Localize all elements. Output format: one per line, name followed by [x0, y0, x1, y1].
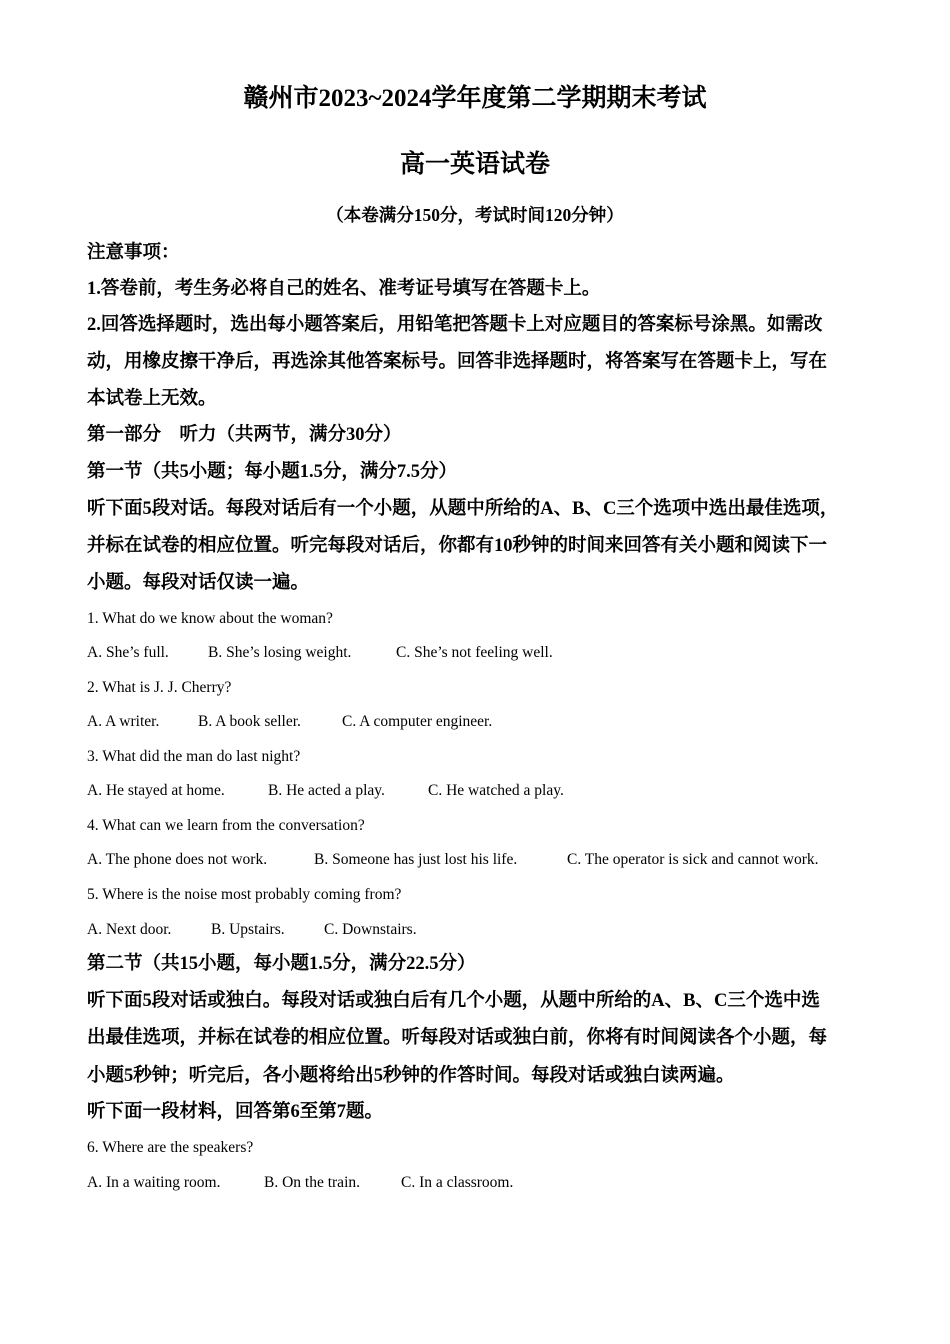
option-a: A. The phone does not work. [87, 851, 268, 868]
question-1: 1. What do we know about the woman? [87, 610, 333, 627]
section1-instruction-line-3: 小题。每段对话仅读一遍。 [87, 573, 310, 593]
option-c: C. The operator is sick and cannot work. [567, 851, 819, 868]
option-b: B. A book seller. [198, 713, 301, 730]
option-a: A. Next door. [87, 921, 172, 938]
section1-heading: 第一节（共5小题；每小题1.5分，满分7.5分） [87, 462, 458, 482]
section1-instruction-line-2: 并标在试卷的相应位置。听完每段对话后，你都有10秒钟的时间来回答有关小题和阅读下一 [87, 536, 828, 556]
option-c: C. He watched a play. [428, 782, 564, 799]
option-a: A. In a waiting room. [87, 1174, 221, 1191]
question-3: 3. What did the man do last night? [87, 748, 301, 765]
option-b: B. She’s losing weight. [208, 644, 352, 661]
exam-info: （本卷满分150分，考试时间120分钟） [326, 205, 624, 225]
section2-instruction-line-1: 听下面5段对话或独白。每段对话或独白后有几个小题，从题中所给的A、B、C三个选中选 [87, 991, 820, 1011]
notice-item-2-line-2: 动，用橡皮擦干净后，再选涂其他答案标号。回答非选择题时，将答案写在答题卡上，写在 [87, 352, 828, 372]
option-b: B. Upstairs. [211, 921, 285, 938]
option-c: C. A computer engineer. [342, 713, 493, 730]
section2-heading: 第二节（共15小题，每小题1.5分，满分22.5分） [87, 954, 476, 974]
notice-heading: 注意事项： [87, 243, 180, 263]
notice-item-2-line-1: 2.回答选择题时，选出每小题答案后，用铅笔把答题卡上对应题目的答案标号涂黑。如需改 [87, 315, 823, 335]
question-2: 2. What is J. J. Cherry? [87, 679, 232, 696]
option-b: B. On the train. [264, 1174, 360, 1191]
section1-instruction-line-1: 听下面5段对话。每段对话后有一个小题，从题中所给的A、B、C三个选项中选出最佳选项， [87, 499, 839, 519]
question-5: 5. Where is the noise most probably coming from? [87, 886, 402, 903]
question-4: 4. What can we learn from the conversation? [87, 817, 365, 834]
option-a: A. He stayed at home. [87, 782, 225, 799]
option-a: A. A writer. [87, 713, 160, 730]
option-c: C. She’s not feeling well. [396, 644, 553, 661]
option-c: C. Downstairs. [324, 921, 417, 938]
part1-heading: 第一部分 听力（共两节，满分30分） [87, 425, 402, 445]
option-b: B. Someone has just lost his life. [314, 851, 518, 868]
notice-item-2-line-3: 本试卷上无效。 [87, 389, 217, 409]
section2-instruction-line-3: 小题5秒钟；听完后，各小题将给出5秒钟的作答时间。每段对话或独白读两遍。 [87, 1066, 735, 1086]
option-b: B. He acted a play. [268, 782, 385, 799]
option-a: A. She’s full. [87, 644, 169, 661]
exam-subtitle: 高一英语试卷 [399, 151, 550, 178]
exam-title: 赣州市2023~2024学年度第二学期期末考试 [243, 85, 707, 112]
question-6: 6. Where are the speakers? [87, 1139, 254, 1156]
section2-instruction-line-2: 出最佳选项，并标在试卷的相应位置。听每段对话或独白前，你将有时间阅读各个小题，每 [87, 1028, 828, 1048]
material-instruction: 听下面一段材料，回答第6至第7题。 [87, 1102, 384, 1122]
notice-item-1: 1.答卷前，考生务必将自己的姓名、准考证号填写在答题卡上。 [87, 279, 601, 299]
option-c: C. In a classroom. [401, 1174, 514, 1191]
